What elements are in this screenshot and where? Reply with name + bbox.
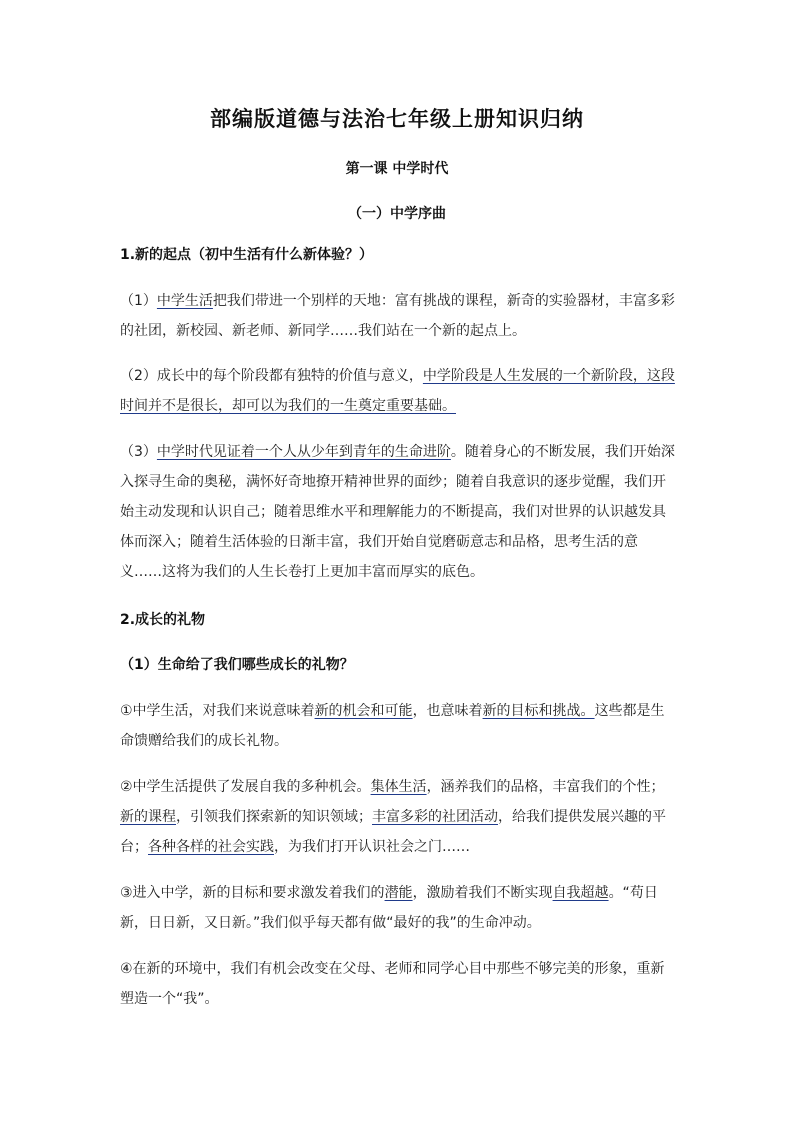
paragraph-3 (120, 437, 676, 587)
paragraph-text: （2）成长中的每个阶段都有独特的价值与意义， (120, 368, 423, 384)
paragraph-text: （3） (120, 444, 157, 460)
paragraph-text: （1） (120, 293, 157, 309)
paragraph-text: 把我们带进一个别样的天地：富有挑战的课程，新奇的实验器材，丰富多彩的社团，新校园、新老师、新同学……我们站在一个新的起点上。 (120, 293, 675, 339)
paragraph-6 (120, 878, 676, 938)
underlined-keyword: 中学阶段是人生发展的一个新阶段，这段时间并不是很长，却可以为我们的一生奠定重要基础。 (120, 368, 675, 414)
underlined-keyword: 各种各样的社会实践 (148, 839, 274, 855)
underlined-keyword: 新的课程 (120, 809, 176, 825)
paragraph-text: ，给我们提供发展兴趣的平台； (120, 809, 666, 855)
underlined-keyword: 中学生活 (156, 293, 213, 309)
paragraph-text: ，涵养我们的品格，丰富我们的个性； (426, 779, 665, 795)
paragraph-5 (120, 772, 676, 862)
paragraph-text: ，引领我们探索新的知识领域； (176, 809, 372, 825)
section-heading: （一）中学序曲 (348, 206, 446, 222)
question-heading-1: 1.新的起点（初中生活有什么新体验？） (120, 247, 374, 263)
paragraph-text: ，也意味着 (412, 703, 483, 719)
paragraph-text: 这些都是生命馈赠给我们的成长礼物。 (120, 703, 665, 749)
question-subheading: （1）生命给了我们哪些成长的礼物？ (120, 657, 354, 673)
underlined-keyword: 自我超越 (552, 885, 609, 901)
question-heading-2: 2.成长的礼物 (120, 612, 206, 628)
lesson-heading: 第一课 中学时代 (345, 161, 449, 177)
document-title: 部编版道德与法治七年级上册知识归纳 (210, 106, 584, 131)
paragraph-text: ③进入中学，新的目标和要求激发着我们的 (120, 885, 385, 901)
paragraph-text: ②中学生活提供了发展自我的多种机会。 (120, 779, 371, 795)
paragraph-7: ④在新的环境中，我们有机会改变在父母、老师和同学心目中那些不够完美的形象，重新塑造一个“我”。 (120, 961, 665, 1007)
paragraph-text: 。“苟日新，日日新，又日新。”我们似乎每天都有做“最好的我”的生命冲动。 (120, 885, 658, 931)
paragraph-1 (120, 286, 676, 346)
underlined-keyword: 集体生活 (370, 779, 427, 795)
underlined-keyword: 中学时代见证着一个人从少年到青年的生命进阶 (156, 444, 451, 460)
underlined-keyword: 潜能 (384, 885, 413, 901)
paragraph-text: 。随着身心的不断发展，我们开始深入探寻生命的奥秘，满怀好奇地撩开精神世界的面纱；随着自我意识的逐步觉醒，我们开始主动发现和认识自己；随着思维水平和理解能力的不断提高，我们对世界的认识越发具体而深入；随着生活体验的日渐丰富，我们开始自觉磨砺意志和品格，思考生活的意义……这将为我们的人生长卷打上更加丰富而厚实的底色。 (120, 444, 675, 580)
paragraph-2 (120, 361, 676, 421)
paragraph-text: ①中学生活，对我们来说意味着 (120, 703, 315, 719)
underlined-keyword: 丰富多彩的社团活动 (372, 809, 498, 825)
paragraph-text: ，激励着我们不断实现 (412, 885, 553, 901)
paragraph-4 (120, 696, 676, 756)
underlined-keyword: 新的机会和可能 (314, 703, 413, 719)
paragraph-text: ，为我们打开认识社会之门…… (274, 839, 470, 855)
underlined-keyword: 新的目标和挑战。 (482, 703, 595, 719)
